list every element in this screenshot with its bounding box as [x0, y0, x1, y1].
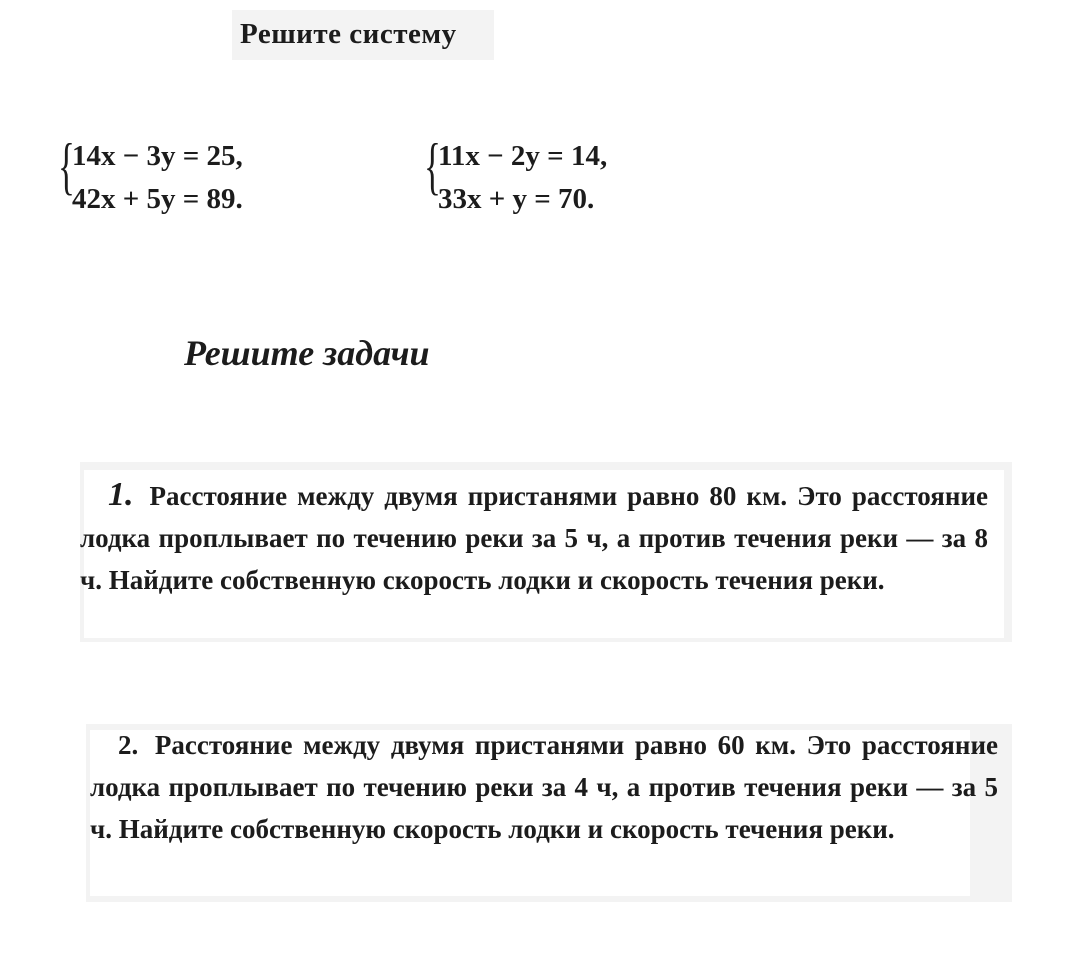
- problem-2: [90, 724, 998, 850]
- problem-text: Расстояние между двумя пристанями равно 60 км. Это расстояние лодка проплывает по течению реки за 4 ч, а против течения реки — за 5 ч. Найдите собственную скорость лодки и скорость течения реки.: [90, 730, 999, 844]
- brace-icon: {: [58, 130, 75, 201]
- problem-text: Расстояние между двумя пристанями равно 80 км. Это расстояние лодка проплывает по течению реки за 5 ч, а против течения реки — за 8 ч. Найдите собственную скорость лодки и скорость течения реки.: [80, 481, 988, 595]
- equation-1: 11x − 2y = 14,: [438, 140, 608, 172]
- brace-icon: {: [424, 130, 441, 201]
- problem-number: 2.: [118, 730, 139, 760]
- equation-2: 33x + y = 70.: [438, 183, 595, 215]
- systems-heading: Решите систему: [240, 18, 457, 50]
- equation-2: 42x + 5y = 89.: [72, 183, 243, 215]
- equation-system-1: [58, 130, 358, 230]
- tasks-heading: Решите задачи: [184, 333, 430, 373]
- problem-1: [80, 474, 988, 601]
- equation-1: 14x − 3y = 25,: [72, 140, 243, 172]
- problem-number: 1.: [108, 476, 134, 513]
- equation-system-2: [424, 130, 724, 230]
